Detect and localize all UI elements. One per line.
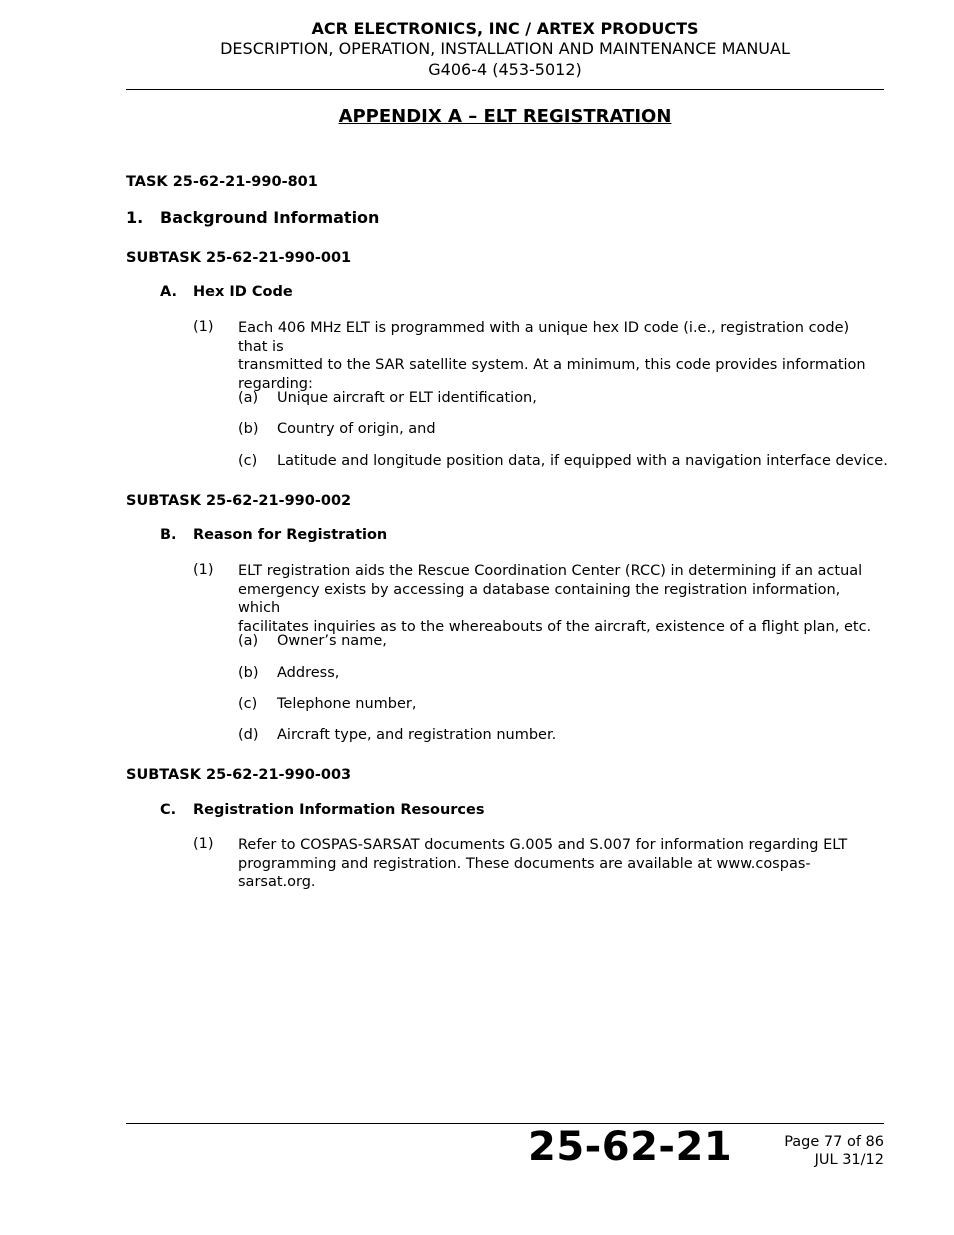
paragraph-line: Each 406 MHz ELT is programmed with a unique hex ID code (i.e., registration code) that is [238, 320, 850, 355]
list-item-text: Latitude and longitude position data, if equipped with a navigation interface device. [277, 453, 888, 469]
header-manual-title: DESCRIPTION, OPERATION, INSTALLATION AND MAINTENANCE MANUAL [220, 39, 790, 58]
chapter-code: 25-62-21 [528, 1124, 733, 1170]
subtask-number: SUBTASK 25-62-21-990-003 [126, 767, 352, 783]
subsection-letter: B. [160, 527, 177, 543]
paragraph-line: regarding: [238, 375, 313, 392]
paragraph-line: emergency exists by accessing a database containing the registration information, which [238, 581, 841, 616]
section-number: 1. [126, 208, 144, 227]
paragraph-line: programming and registration. These documents are available at www.cospas-sarsat.org. [238, 855, 811, 890]
list-item-text: Unique aircraft or ELT identification, [277, 390, 537, 406]
list-item-text: Aircraft type, and registration number. [277, 727, 557, 743]
list-item-marker: (b) [238, 665, 259, 681]
subsection-letter: C. [160, 802, 177, 818]
subsection-title: Hex ID Code [193, 284, 293, 300]
task-number: TASK 25-62-21-990-801 [126, 174, 318, 190]
page-number: Page 77 of 86 [784, 1134, 884, 1150]
subsection-title: Reason for Registration [193, 527, 388, 543]
paragraph-line: Refer to COSPAS-SARSAT documents G.005 and S.007 for information regarding ELT [238, 837, 848, 853]
subsection-heading-a [160, 284, 293, 300]
header-company: ACR ELECTRONICS, INC / ARTEX PRODUCTS [311, 19, 699, 38]
page-title: APPENDIX A – ELT REGISTRATION [338, 106, 672, 127]
paragraph-text [238, 319, 878, 393]
paragraph-text [238, 836, 878, 892]
subtask-number: SUBTASK 25-62-21-990-002 [126, 493, 352, 509]
subsection-letter: A. [160, 284, 177, 300]
list-item-marker: (a) [238, 633, 259, 649]
paragraph-text [238, 562, 878, 636]
footer-divider [126, 1123, 884, 1124]
paragraph-number: (1) [193, 836, 214, 852]
list-item-text: Telephone number, [277, 696, 417, 712]
list-item-marker: (a) [238, 390, 259, 406]
paragraph-number: (1) [193, 319, 214, 335]
subsection-heading-c [160, 802, 484, 818]
list-item-marker: (c) [238, 453, 258, 469]
subsection-title: Registration Information Resources [193, 802, 485, 818]
list-item-text: Owner’s name, [277, 633, 387, 649]
subtask-number: SUBTASK 25-62-21-990-001 [126, 250, 352, 266]
list-item-text: Country of origin, and [277, 421, 436, 437]
list-item-marker: (b) [238, 421, 259, 437]
page-info [784, 1133, 884, 1169]
list-item-marker: (c) [238, 696, 258, 712]
header-divider [126, 89, 884, 90]
list-item-marker: (d) [238, 727, 259, 743]
header-model: G406-4 (453-5012) [428, 60, 582, 79]
paragraph-line: ELT registration aids the Rescue Coordination Center (RCC) in determining if an actual [238, 563, 863, 579]
section-heading [126, 208, 379, 227]
paragraph-number: (1) [193, 562, 214, 578]
paragraph-line: transmitted to the SAR satellite system. At a minimum, this code provides information [238, 357, 866, 373]
list-item-text: Address, [277, 665, 340, 681]
subsection-heading-b [160, 527, 387, 543]
revision-date: JUL 31/12 [814, 1152, 884, 1168]
section-title: Background Information [160, 208, 380, 227]
paragraph-line: facilitates inquiries as to the whereabouts of the aircraft, existence of a flight plan, etc. [238, 618, 872, 635]
